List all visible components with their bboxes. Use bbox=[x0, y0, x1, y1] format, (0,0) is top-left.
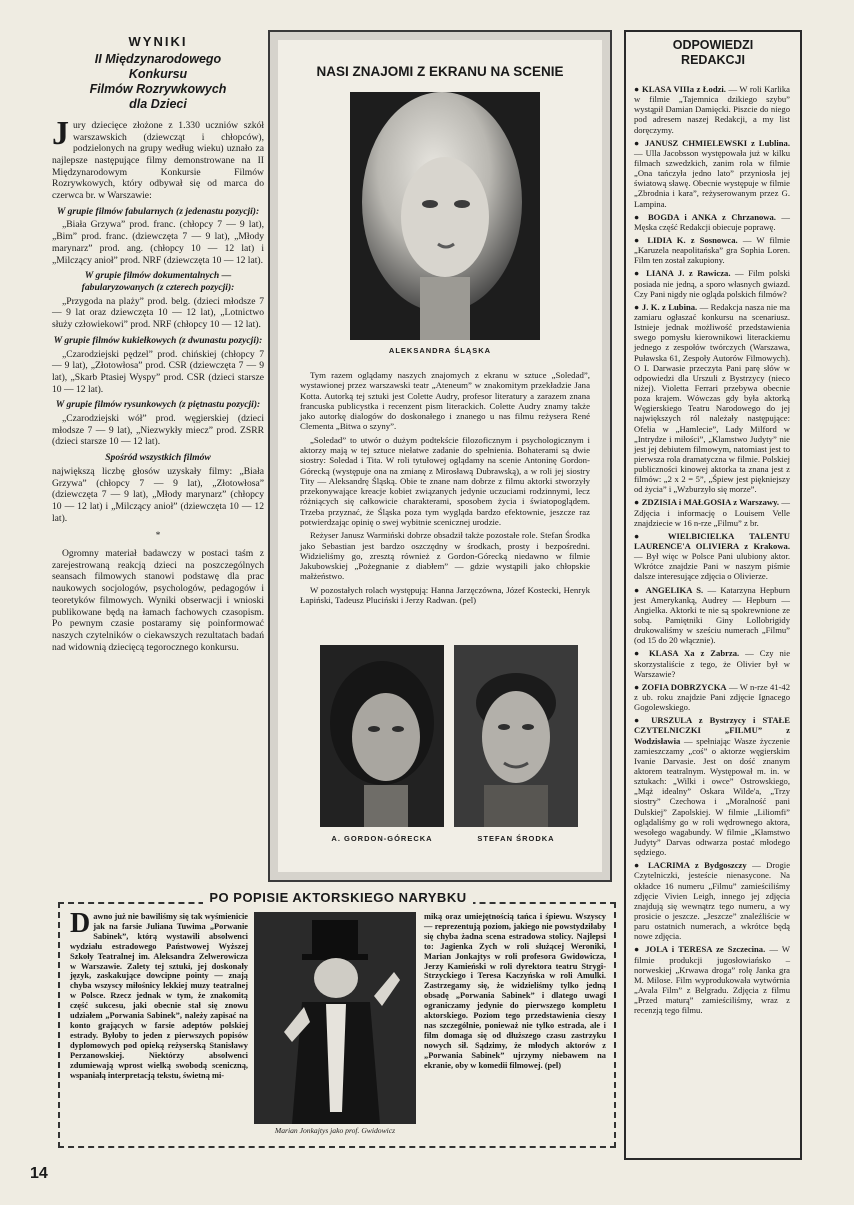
answer-item: ● LACRIMA z Bydgoszczy — Drogie Czytelniczki, jesteście nienasycone. Na okładce 16 numeru „Filmu” zamieściliśmy zdjęcie Vivien Leigh, innego jej zdjęcia znajdują się wewnątrz tego numeru, a wy prosicie o jeszcze. „Jeszcze” znaleźliście w paru ostatnich numerach, a wkrótce będą nowe zdjęcia. bbox=[634, 860, 791, 942]
answers-title: ODPOWIEDZI REDAKCJI bbox=[672, 38, 754, 67]
answer-item: ● JOLA i TERESA ze Szczecina. — W filmie produkcji jugosłowiańsko – norweskiej „Krwawa droga” rolę Janka gra M. Milose. Film wyprodukowała wytwórnia „Avala Film” z Belgradu. Zdjęcia z filmu „Przed maturą” zamieściliśmy, wraz z recenzją tego filmu. bbox=[634, 944, 790, 1016]
dropcap: D bbox=[70, 908, 91, 939]
theatre-article-text bbox=[300, 370, 590, 608]
theatre-article-title: NASI ZNAJOMI Z EKRANU NA SCENIE bbox=[316, 64, 564, 79]
section-heading: W grupie filmów dokumentalnych — fabularyzowanych (z czterech pozycji): bbox=[81, 270, 235, 293]
article-paragraph: W pozostałych rolach występują: Hanna Jarzęczówna, Józef Kostecki, Henryk Łapiński, Tadeusz Pluciński i Jerzy Radwan. (pel) bbox=[300, 584, 590, 605]
results-subtitle: II Międzynarodowego Konkursu Filmów Rozrywkowych dla Dzieci bbox=[89, 51, 227, 111]
editorial-answers-box bbox=[624, 30, 802, 1160]
section-text: największą liczbę głosów uzyskały filmy: „Biała Grzywa” (chłopcy 7 — 9 lat), „Złotowłosa” (dziewczęta 7 — 9 lat), „Młody marynarz” (chłopcy 10 — 12 lat) i „Milczący anioł” (dziewczęta 10 — 12 lat). bbox=[52, 465, 264, 524]
answer-item: ● LIANA J. z Rawicza. — Film polski posiada nie jedną, a sporo własnych gwiazd. Czy Pani nigdy nie ogląda polskich filmów? bbox=[634, 268, 790, 299]
theatre-article bbox=[278, 40, 602, 872]
theatre-article-frame bbox=[268, 30, 612, 882]
section-heading: Spośród wszystkich filmów bbox=[105, 452, 211, 464]
separator-star: * bbox=[155, 530, 161, 542]
answer-item: ● WIELBICIELKA TALENTU LAURENCE'A OLIVIERA z Krakowa. — Był więc w Polsce Pani ulubiony aktor. Wkrótce znajdzie Pani w naszym piśmie dalsze interesujące zdjęcia o Olivierze. bbox=[634, 530, 790, 582]
answer-item: ● BOGDA i ANKA z Chrzanowa. — Męska część Redakcji obiecuje poprawę. bbox=[634, 211, 790, 232]
page-number: 14 bbox=[30, 1165, 48, 1182]
contest-results-column bbox=[52, 34, 264, 656]
article-paragraph: Reżyser Janusz Warmiński dobrze obsadził także pozostałe role. Stefan Środka jako Sebastian jest bardzo oszczędny w środkach, prosty i bezpośredni. Widzieliśmy go, zresztą również z Gordon-Górecką niedawno w filmie Jakubowskiej „Pożegnanie z diabłem” — gdzie wystąpili jako chłopskie małżeństwo. bbox=[300, 530, 590, 582]
bottom-article-col1: Dawno już nie bawiliśmy się tak wyśmienicie jak na farsie Juliana Tuwima „Porwanie Sabinek”, którą wystawili absolwenci wydziału estradowego Państwowej Wyższej Szkoły Teatralnej im. Aleksandra Zelwerowicza w Warszawie. Zalety tej sztuki, jej doskonały język, zaskakujące dowcipne pointy — znają chyba wszyscy miłośnicy lekkiej muzy teatralnej w Polsce. Rzecz jednak w tym, że znakomitą część sukcesu, jaki obecnie stał się znowu udziałem „Porwania Sabinek”, należy zapisać na konto grających w farsie adeptów polskiej estrady. Byłoby to jeden z pierwszych popisów dyplomowych pod opieką reżyserską Stanisławy Perzanowskiej. Niektórzy absolwenci zdumiewają wprost wielką swobodą sceniczną, wspaniałą interpretacją tekstu, świetną mi- bbox=[70, 908, 248, 1080]
section-heading: W grupie filmów rysunkowych (z piętnastu pozycji): bbox=[55, 399, 261, 411]
answer-item: ● J. K. z Lubina. — Redakcja nasza nie ma zamiaru ogłaszać konkursu na scenariusz. Istnieje jednak możliwość przedstawienia swego pomysłu kierownikowi literackiemu jednego z zespołów twórczych (Warszawa, Puławska 61, Zespoły Autorów Filmowych). O I. Darwasie przeczyta Pani parę słów w odpowiedzi dla Urszuli z Bystrzycy (nieco niżej). Violetta Ferrari przebywa obecnie poza krajem. Wówczas gdy była aktorką Węgierskiego Teatru Narodowego do jej największych ról należały następujące: Ofelia w „Hamlecie”, Lady Milford w „Intrydze i miłości”, „Klamstwo Judyty” nie jest jej debiutem filmowym, natomiast jest to pierwsza rola dramatyczna w filmie. Polskiej publiczności kinowej aktorka ta znana jest z filmów: „2 x 2 = 5”, „Śpiew jest piękniejszy od życia” i „Wzburzyło się morze”. bbox=[634, 301, 790, 495]
student-performance-article bbox=[58, 890, 618, 1148]
results-title: WYNIKI bbox=[128, 34, 188, 49]
results-outro: Ogromny materiał badawczy w postaci taśm z zarejestrowaną reakcją dzieci na poszczególnych seansach filmowych stanowi podstawę dla prac naukowych socjologów, psychologów, pedagogów i teoretyków filmowych. Wyniki obserwacji i wnioski publikowane będą na łamach fachowych czasopism. Po pewnym czasie postaramy się poinformować naszych czytelników o ciekawszych rezultatach badań nad widownią dziecięcą tegorocznego konkursu. bbox=[52, 548, 264, 653]
section-text: „Czarodziejski pędzel” prod. chińskiej (chłopcy 7 — 9 lat), „Złotowłosa” prod. CSR (dziewczęta 7 — 9 lat), „Skarb Ptasiej Wyspy” prod. CSR (dzieci starsze 10 — 12 lat). bbox=[52, 348, 264, 395]
bottom-article-title: PO POPISIE AKTORSKIEGO NARYBKU bbox=[58, 890, 618, 905]
answer-item: ● LIDIA K. z Sosnowca. — W filmie „Karuzela neapolitańska” gra Sophia Loren. Film ten został zakupiony. bbox=[634, 234, 791, 266]
article-paragraph: Tym razem oglądamy naszych znajomych z ekranu w sztuce „Soledad”, wystawionej przez warszawski teatr „Ateneum” w znakomitym przekładzie Jana Kotta. Autorką tej sztuki jest Colette Audry, profesor literatury a zarazem znana francuska publicystka i recenzent pism literackich. Colette Audry znamy także jako autorkę dialogów do doskonałego i znanego u nas filmu reżysera René Clementa „Bitwa o szyny”. bbox=[300, 370, 590, 432]
section-heading: W grupie filmów kukiełkowych (z dwunastu pozycji): bbox=[53, 334, 263, 346]
answer-item: ● ANGELIKA S. — Katarzyna Hepburn jest Amerykanką, Audrey — Hepburn — Angielka. Aktorki te nie są spokrewnione ze sobą. Pamiętniki Giny Lollobrigidy drukowaliśmy w sześciu numerach „Filmu” (od 15 do 20 włącznie). bbox=[634, 584, 791, 646]
results-intro: Jury dziecięce złożone z 1.330 uczniów szkół warszawskich (dziewcząt i chłopców), podzielonych na grupy według wieku) uznało za najlepsze następujące filmy demonstrowane na II Międzynarodowym Konkursie Filmów Rozrywkowych, który odbywał się od marca do czerwca br. w Warszawie: bbox=[52, 114, 264, 202]
answer-item: ● KLASA Xa z Zabrza. — Czy nie skorzystaliście z tego, że Olivier był w Warszawie? bbox=[634, 648, 791, 679]
bottom-article-col2: miką oraz umiejętnością tańca i śpiewu. Wszyscy — reprezentują poziom, jakiego nie powstydziłaby się chyba żadna scena estradowa stolicy. Najlepsi to: Jagienka Zych w roli służącej Weroniki, Marian Jonkajtys w roli profesora Gwidowicza, Jerzy Kamieński w roli dyrektora teatru Strygi-Strzyckiego i Teresa Kaczyńska w roli Amulki. Zastrzegamy się, że widzieliśmy tylko jedną obsadę „Porwania Sabinek” i dlatego uwagi ograniczamy jedynie do pierwszego kompletu aktorskiego. Poziom tego przedstawienia cieszy nas szczególnie, ponieważ nie tylko estrada, ale i film domaga się od dłuższego czasu zastrzyku nowych sił. Sądzimy, że młodych aktorów z „Porwania Sabinek” ujrzymy niebawem na ekranie, oby w komedii filmowej. (pel) bbox=[424, 912, 606, 1070]
caption-slaska: ALEKSANDRA ŚLĄSKA bbox=[388, 346, 492, 355]
photo-gordon-gorecka bbox=[320, 645, 444, 827]
section-text: „Czarodziejski wół” prod. węgierskiej (dzieci młodsze 7 — 9 lat), „Niezwykły miecz” prod. ZSRR (dzieci starsze 10 — 12 lat). bbox=[52, 413, 264, 448]
photo-stefan-srodka bbox=[454, 645, 578, 827]
caption-gordon-gorecka: A. GORDON-GÓRECKA bbox=[331, 834, 433, 843]
section-text: „Przygoda na plaży” prod. belg. (dzieci młodsze 7 — 9 lat oraz dziewczęta 10 — 12 lat), „Lotnictwo służy człowiekowi” prod. NRF (chłopcy 10 — 12 lat). bbox=[52, 295, 264, 331]
answer-item: ● URSZULA z Bystrzycy i STAŁE CZYTELNICZKI „FILMU” z Wodzisławia — spełniając Wasze życzenie zamieszczamy „coś” o aktorze węgierskim Ivanie Darvasie. Jest on dość znanym aktorem teatralnym. Występował m. in. w sztukach: „Wilki i owce” Ostrowskiego, „Mąż idealny” Oskara Wilde'a, „Trzy siostry” Czechowa i „Moralność pani Dulskiej” Zapolskiej. W filmie „Liliomfi” oglądaliśmy go w roli wędrownego aktora, wesołego wagabundy. W filmie „Kłamstwo Judyty” Darvas odtwarza postać młodego sędziego. bbox=[634, 715, 790, 858]
photo-aleksandra-slaska bbox=[350, 92, 540, 340]
answer-item: ● ZOFIA DOBRZYCKA — W n-rze 41-42 z ub. roku znajdzie Pani zdjęcie Ignacego Gogolewskiego. bbox=[634, 681, 790, 713]
answer-item: ● JANUSZ CHMIELEWSKI z Lublina. — Ulla Jacobsson występowała już w kilku filmach szwedzkich, zanim rola w filmie „Ona tańczyła jedno lato” przyniosła jej światową sławę. Obecnie występuje w filmie „Zbrodnia i kara”, reżyserowanym przez G. Lampina. bbox=[634, 137, 791, 209]
dropcap: J bbox=[52, 114, 69, 152]
photo-marian-jonkajtys bbox=[254, 912, 416, 1124]
caption-srodka: STEFAN ŚRODKA bbox=[477, 834, 555, 843]
section-text: „Biała Grzywa” prod. franc. (chłopcy 7 — 9 lat), „Bim” prod. franc. (dziewczęta 7 — 9 lat), „Młody marynarz” prod. ang. (chłopcy 10 — 12 lat) i „Milczący anioł” prod. NRF (dziewczęta 10 — 12 lat). bbox=[52, 219, 264, 266]
article-paragraph: „Soledad” to utwór o dużym podtekście filozoficznym i psychologicznym i aktorzy mają w tej sztuce niełatwe zadanie do spełnienia. Bohaterami są dwie siostry: Soledad i Tita. W roli tytułowej oglądamy na scenie Antoninę Gordon-Górecką (występuje ona na zmianę z Mirosławą Dubrawską), a w roli jej siostry Tity — Aleksandrę Śląską. Obie te znane nam dobrze z filmu aktorki stworzyły przekonywające kreacje kobiet związanych jedynie uczuciami rodzinnymi, lecz różniących się całkowicie charakterami, sposobem życia i światopoglądem. Trzeba przyznać, że Śląska poza tym wygląda bardzo efektownie, jeszcze raz potwierdzając opinię o swej wybitnie scenicznej urodzie. bbox=[300, 434, 590, 527]
section-heading: W grupie filmów fabularnych (z jedenastu pozycji): bbox=[56, 205, 260, 217]
answer-item: ● ZDZISIA i MAŁGOSIA z Warszawy. — Zdjęcia i informację o Louisem Velle znajdziecie w 16 n-rze „Filmu” z br. bbox=[634, 497, 790, 528]
answer-item: ● KLASA VIIIa z Łodzi. — W roli Karlika w filmie „Tajemnica dzikiego szybu” wystąpił Damian Damięcki. Piszcie do niego pod adresem naszej Redakcji, a my list doręczymy. bbox=[634, 84, 791, 135]
answers-list bbox=[634, 84, 790, 1018]
caption-jonkajtys: Marian Jonkajtys jako prof. Gwidowicz bbox=[274, 1126, 396, 1135]
